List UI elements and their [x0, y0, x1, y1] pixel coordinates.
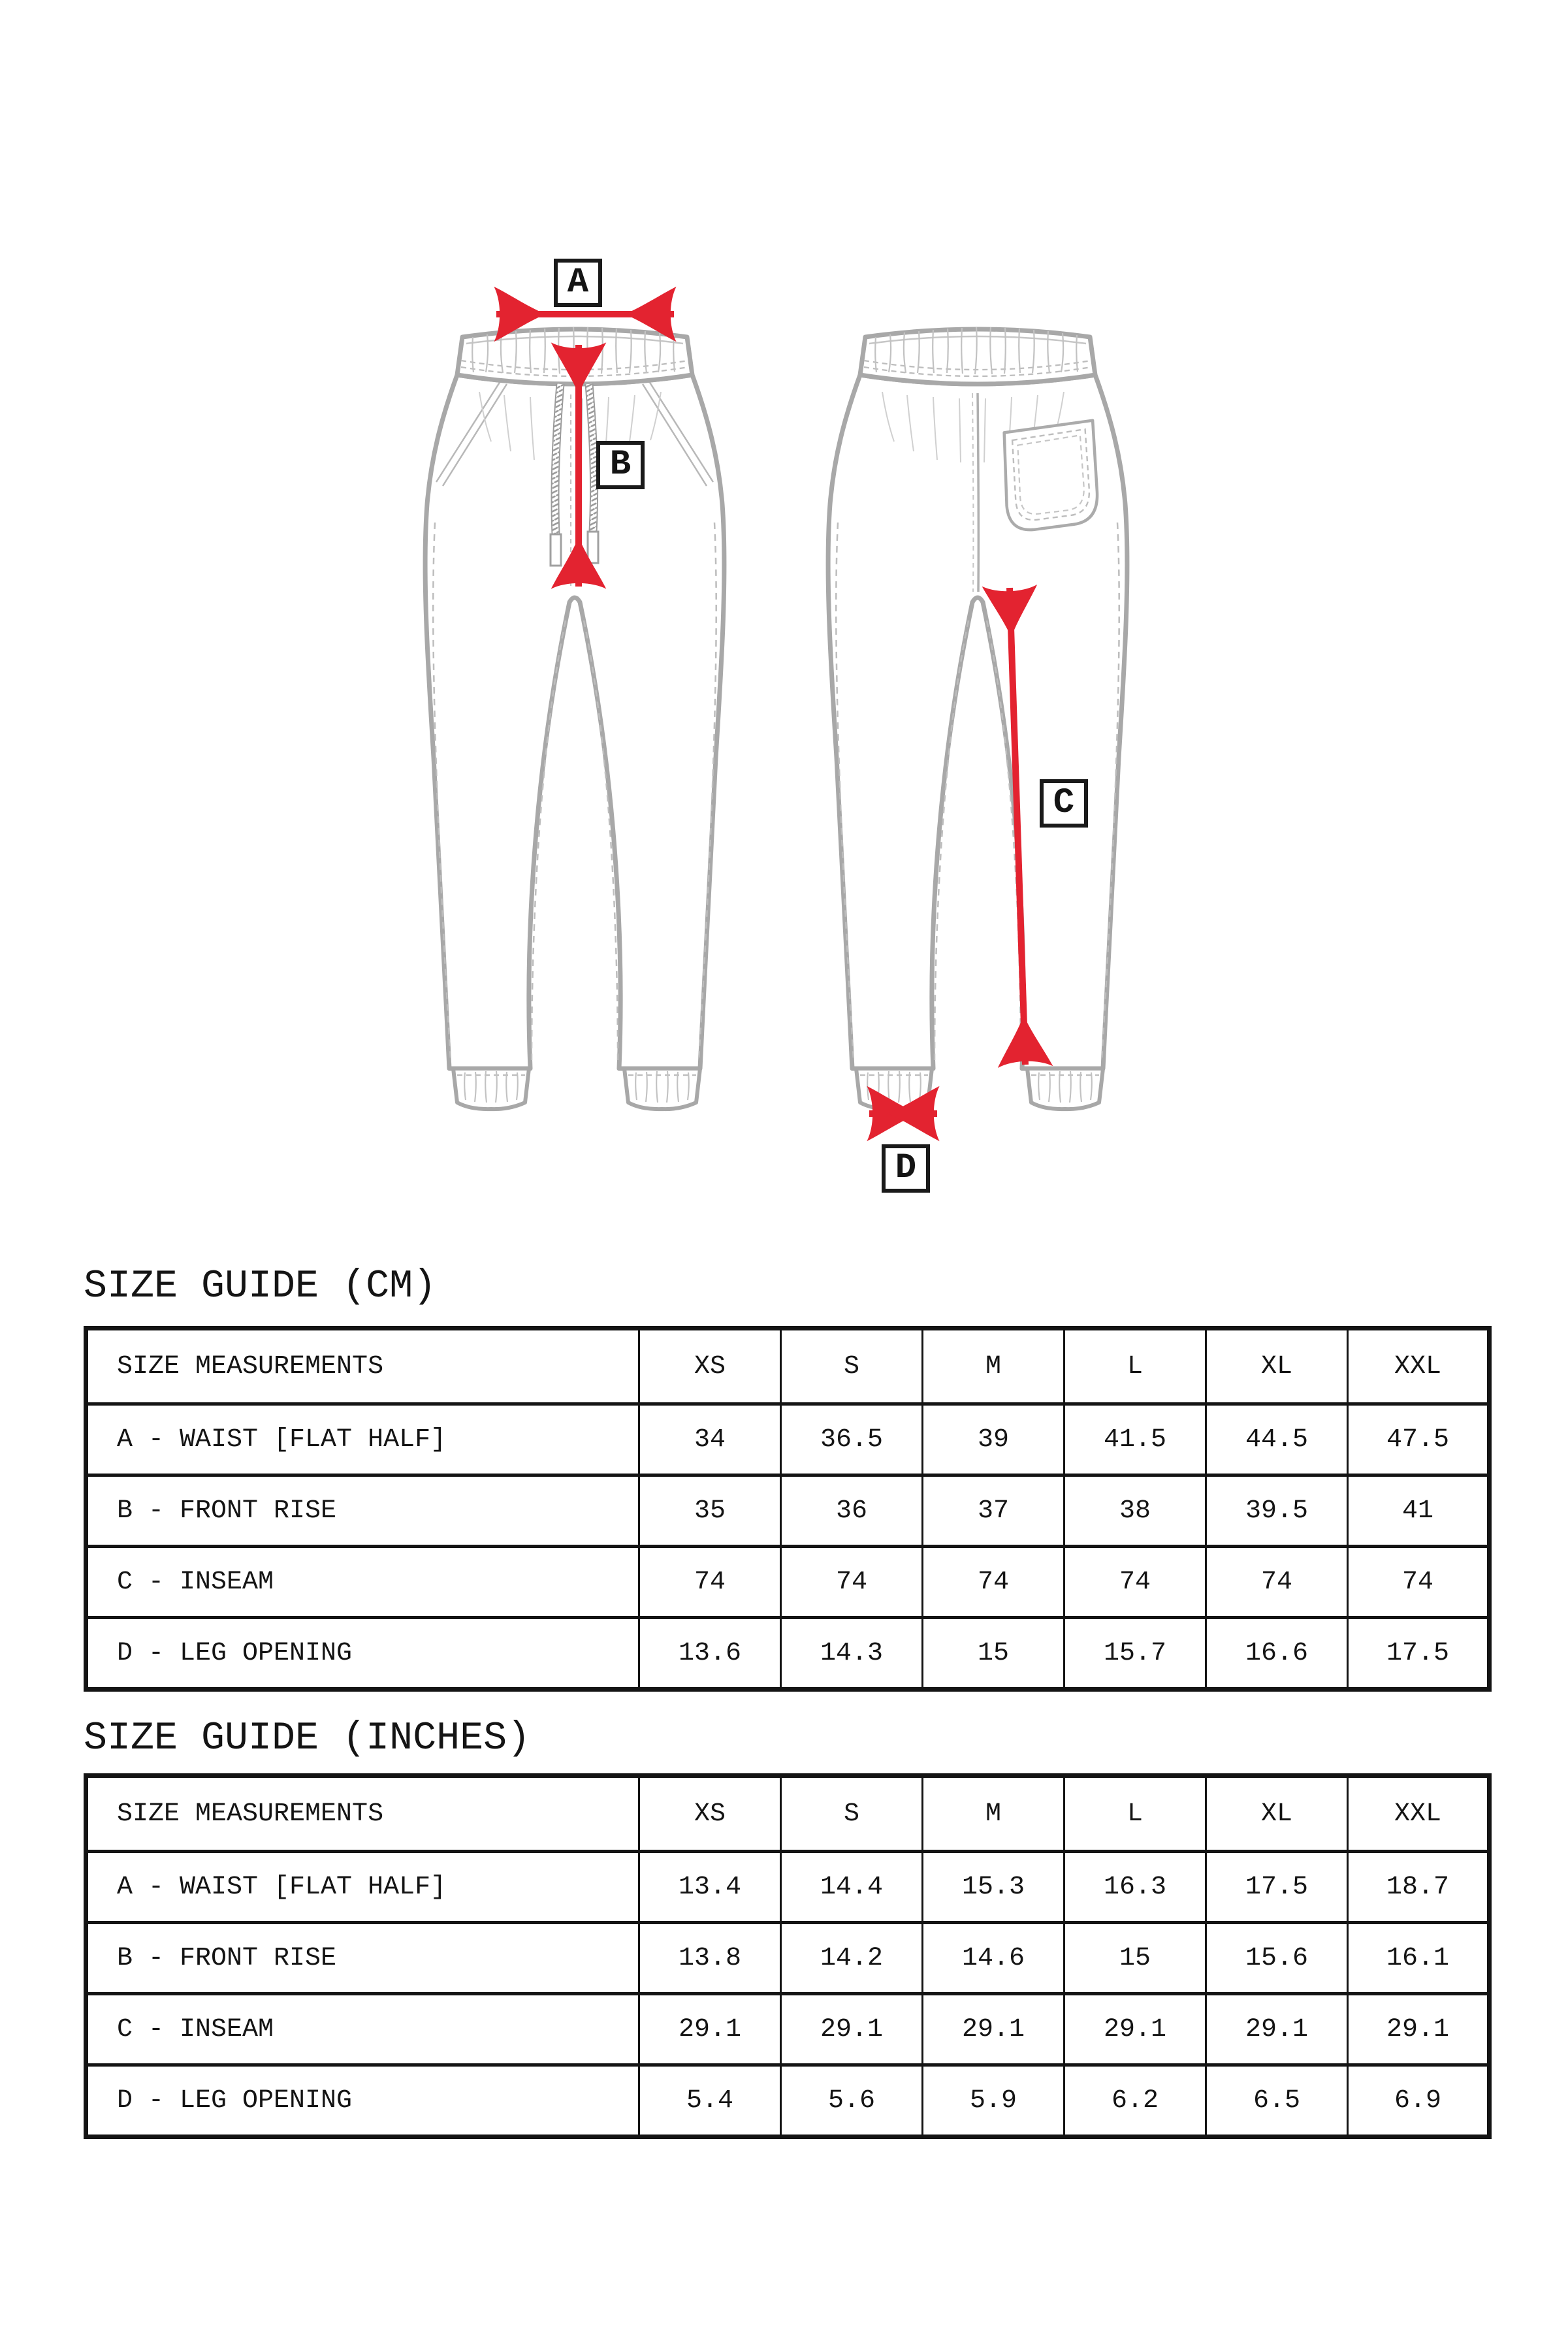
measurement-value-cell: 29.1: [1064, 1994, 1206, 2065]
measurement-value-cell: 34: [639, 1404, 781, 1475]
measurement-value-cell: 15.3: [923, 1852, 1064, 1923]
measurement-value-cell: 29.1: [923, 1994, 1064, 2065]
measurement-value-cell: 74: [1348, 1547, 1490, 1618]
back-view-sketch: [828, 327, 1127, 1109]
measurement-value-cell: 14.6: [923, 1923, 1064, 1994]
measurement-value-cell: 29.1: [1348, 1994, 1490, 2065]
header-row: [86, 1776, 1490, 1852]
measurement-value-cell: 5.6: [781, 2065, 923, 2137]
measurement-label-cell: A - WAIST [FLAT HALF]: [86, 1404, 639, 1475]
measurement-label-cell: B - FRONT RISE: [86, 1475, 639, 1547]
measurement-value-cell: 6.9: [1348, 2065, 1490, 2137]
measurement-value-cell: 15: [1064, 1923, 1206, 1994]
measurement-value-cell: 14.2: [781, 1923, 923, 1994]
measurement-value-cell: 29.1: [781, 1994, 923, 2065]
measurement-row: [86, 1923, 1490, 1994]
measurement-value-cell: 35: [639, 1475, 781, 1547]
measurement-value-cell: 37: [923, 1475, 1064, 1547]
measurement-value-cell: 5.9: [923, 2065, 1064, 2137]
header-cell: XL: [1206, 1329, 1348, 1404]
measurement-value-cell: 38: [1064, 1475, 1206, 1547]
header-cell: XL: [1206, 1776, 1348, 1852]
back-pocket: [1004, 421, 1098, 531]
measurement-row: [86, 1994, 1490, 2065]
measurement-row: [86, 1475, 1490, 1547]
measurement-value-cell: 15.6: [1206, 1923, 1348, 1994]
measurement-row: [86, 2065, 1490, 2137]
header-row: [86, 1329, 1490, 1404]
measurement-value-cell: 15: [923, 1618, 1064, 1690]
measurement-value-cell: 36: [781, 1475, 923, 1547]
measurement-value-cell: 74: [639, 1547, 781, 1618]
size-guide-cm-table: [84, 1326, 1492, 1692]
measurement-row: [86, 1852, 1490, 1923]
measurement-value-cell: 5.4: [639, 2065, 781, 2137]
measurement-value-cell: 14.3: [781, 1618, 923, 1690]
measurement-value-cell: 47.5: [1348, 1404, 1490, 1475]
measurement-label-cell: A - WAIST [FLAT HALF]: [86, 1852, 639, 1923]
measurement-value-cell: 74: [781, 1547, 923, 1618]
measurement-label-cell: D - LEG OPENING: [86, 1618, 639, 1690]
measurement-value-cell: 16.6: [1206, 1618, 1348, 1690]
header-cell: M: [923, 1329, 1064, 1404]
front-view-sketch: [425, 327, 724, 1109]
measurement-row: [86, 1547, 1490, 1618]
header-cell: XXL: [1348, 1776, 1490, 1852]
measurement-value-cell: 16.1: [1348, 1923, 1490, 1994]
measurement-label-cell: B - FRONT RISE: [86, 1923, 639, 1994]
measurement-label-cell: C - INSEAM: [86, 1994, 639, 2065]
measurement-value-cell: 16.3: [1064, 1852, 1206, 1923]
measurement-row: [86, 1404, 1490, 1475]
label-d: D: [895, 1148, 917, 1188]
header-cell: L: [1064, 1776, 1206, 1852]
header-cell: S: [781, 1329, 923, 1404]
measurement-value-cell: 13.4: [639, 1852, 781, 1923]
header-cell: XS: [639, 1329, 781, 1404]
header-cell: SIZE MEASUREMENTS: [86, 1776, 639, 1852]
header-cell: M: [923, 1776, 1064, 1852]
label-box-a: [554, 259, 602, 307]
size-guide-inches-title: SIZE GUIDE (INCHES): [84, 1716, 531, 1761]
measurement-label-cell: D - LEG OPENING: [86, 2065, 639, 2137]
measurement-value-cell: 13.6: [639, 1618, 781, 1690]
header-cell: XS: [639, 1776, 781, 1852]
measurement-value-cell: 74: [923, 1547, 1064, 1618]
measurement-value-cell: 41: [1348, 1475, 1490, 1547]
label-c: C: [1053, 783, 1075, 823]
measurement-value-cell: 6.5: [1206, 2065, 1348, 2137]
measurement-value-cell: 18.7: [1348, 1852, 1490, 1923]
measurement-value-cell: 17.5: [1206, 1852, 1348, 1923]
measurement-value-cell: 6.2: [1064, 2065, 1206, 2137]
label-box-d: [882, 1144, 930, 1193]
measurement-value-cell: 15.7: [1064, 1618, 1206, 1690]
measurement-value-cell: 41.5: [1064, 1404, 1206, 1475]
measurement-value-cell: 74: [1206, 1547, 1348, 1618]
header-cell: L: [1064, 1329, 1206, 1404]
measurement-value-cell: 13.8: [639, 1923, 781, 1994]
measurement-value-cell: 14.4: [781, 1852, 923, 1923]
label-b: B: [609, 445, 632, 485]
measurement-row: [86, 1618, 1490, 1690]
header-cell: XXL: [1348, 1329, 1490, 1404]
measurement-value-cell: 39: [923, 1404, 1064, 1475]
measurement-value-cell: 74: [1064, 1547, 1206, 1618]
header-cell: SIZE MEASUREMENTS: [86, 1329, 639, 1404]
label-box-c: [1040, 779, 1088, 828]
measurement-value-cell: 17.5: [1348, 1618, 1490, 1690]
measurement-value-cell: 36.5: [781, 1404, 923, 1475]
measurement-label-cell: C - INSEAM: [86, 1547, 639, 1618]
measurement-value-cell: 44.5: [1206, 1404, 1348, 1475]
measurement-value-cell: 29.1: [639, 1994, 781, 2065]
label-box-b: [596, 441, 645, 489]
size-guide-cm-title: SIZE GUIDE (CM): [84, 1265, 437, 1309]
header-cell: S: [781, 1776, 923, 1852]
measurement-value-cell: 29.1: [1206, 1994, 1348, 2065]
label-a: A: [567, 263, 589, 302]
measurement-value-cell: 39.5: [1206, 1475, 1348, 1547]
size-guide-inches-table: [84, 1773, 1492, 2139]
